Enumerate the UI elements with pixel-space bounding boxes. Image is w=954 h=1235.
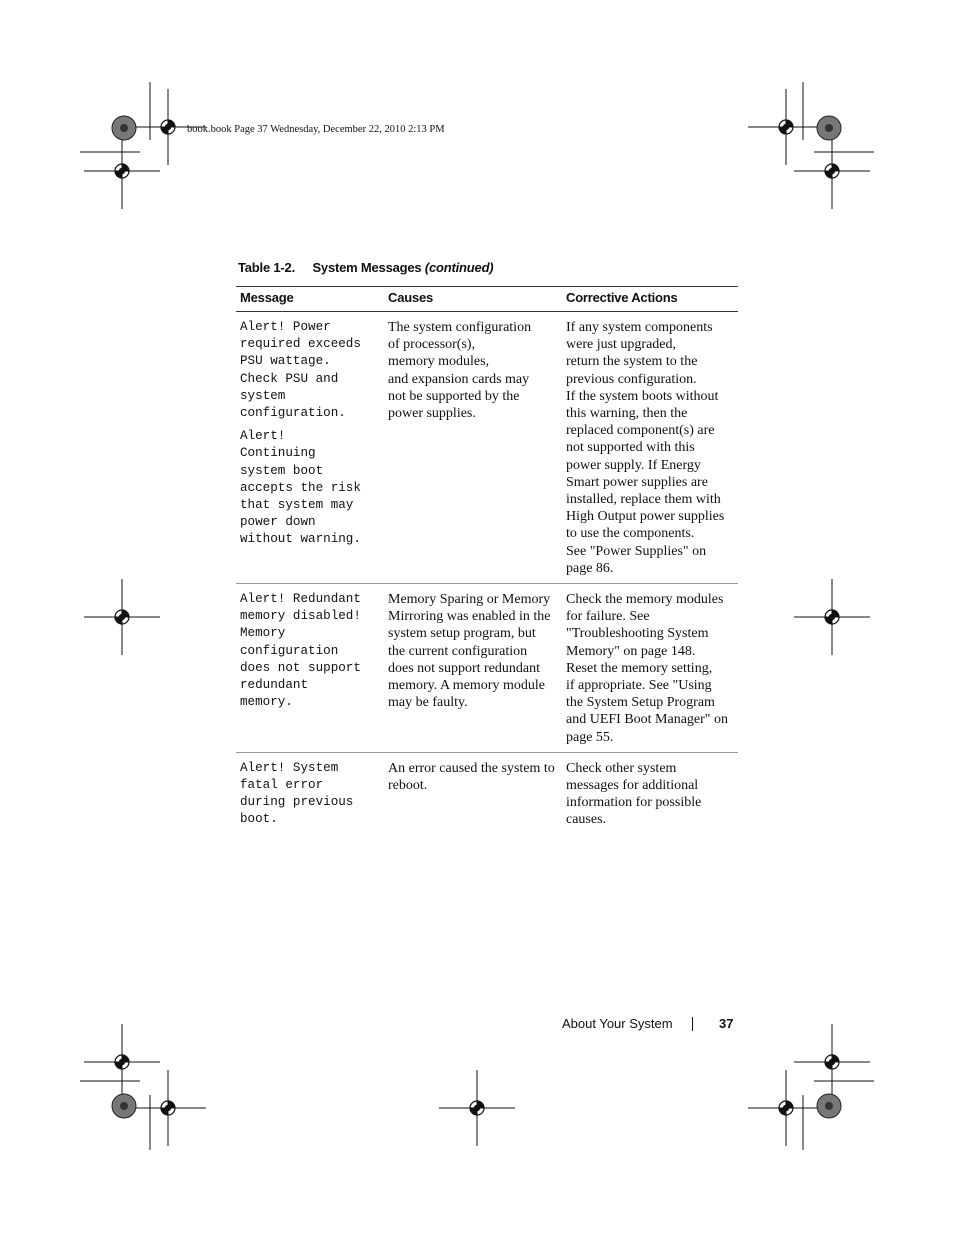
crosshair-icon — [84, 133, 160, 209]
message-cell — [236, 584, 384, 753]
crosshair-icon — [794, 579, 870, 655]
table-row — [236, 312, 738, 584]
print-header: book.book Page 37 Wednesday, December 22, 2010 2:13 PM — [187, 124, 445, 135]
actions-cell — [562, 584, 738, 753]
column-header-causes: Causes — [384, 287, 562, 312]
table-continued: (continued) — [424, 260, 494, 275]
crosshair-icon — [439, 1070, 515, 1146]
message-cell — [236, 752, 384, 834]
column-header-message: Message — [236, 287, 384, 312]
actions-cell — [562, 752, 738, 834]
message-text: Alert! System fatal error during previous boot. — [240, 760, 354, 827]
crosshair-icon — [130, 1070, 206, 1146]
crosshair-icon — [748, 1070, 824, 1146]
starburst-icon — [817, 1094, 841, 1118]
table-caption — [238, 260, 493, 275]
crosshair-icon — [794, 133, 870, 209]
crosshair-icon — [794, 1024, 870, 1100]
message-text: Alert! Redundant memory disabled! Memory configuration does not support redundant memory. — [240, 592, 361, 710]
system-messages-table — [236, 286, 738, 835]
causes-text: The system configuration of processor(s), memory modules, and expansion cards may not be supported by the power supplies. — [388, 320, 532, 422]
actions-text: Check the memory modules for failure. See "Troubleshooting System Memory" on page 148. Reset the memory setting, if appropriate. See "Using the System Setup Program and UEFI Boot Manager" on page 55. — [566, 592, 729, 745]
causes-text: Memory Sparing or Memory Mirroring was enabled in the system setup program, but the current configuration does not support redundant memory. A memory module may be faulty. — [388, 592, 551, 711]
table-number: Table 1-2. — [238, 260, 296, 275]
causes-cell — [384, 584, 562, 753]
footer-section-title: About Your System — [562, 1016, 673, 1031]
crosshair-icon — [748, 89, 824, 165]
message-text: Alert! Continuing system boot accepts the risk that system may power down without warning. — [240, 429, 361, 547]
footer-divider — [692, 1017, 693, 1031]
crosshair-icon — [84, 579, 160, 655]
causes-cell — [384, 312, 562, 584]
actions-cell — [562, 312, 738, 584]
starburst-icon — [112, 116, 136, 140]
page-number: 37 — [719, 1016, 734, 1031]
table-title: System Messages — [312, 260, 422, 275]
table-row — [236, 752, 738, 834]
actions-text: Check other system messages for additional information for possible causes. — [566, 760, 702, 828]
starburst-icon — [112, 1094, 136, 1118]
crosshair-icon — [84, 1024, 160, 1100]
message-text: Alert! Power required exceeds PSU wattage. Check PSU and system configuration. — [240, 320, 361, 421]
starburst-icon — [817, 116, 841, 140]
column-header-actions: Corrective Actions — [562, 287, 738, 312]
table-row — [236, 584, 738, 753]
causes-text: An error caused the system to reboot. — [388, 760, 555, 794]
actions-text: If any system components were just upgraded, return the system to the previous configuration. If the system boots without this warning, then the replaced component(s) are not supported with this power supply. If Energy Smart power supplies are installed, replace them with High Output power supplies to use the components. See "Power Supplies" on page 86. — [566, 320, 725, 576]
message-cell — [236, 312, 384, 584]
table-header-row — [236, 287, 738, 312]
causes-cell — [384, 752, 562, 834]
